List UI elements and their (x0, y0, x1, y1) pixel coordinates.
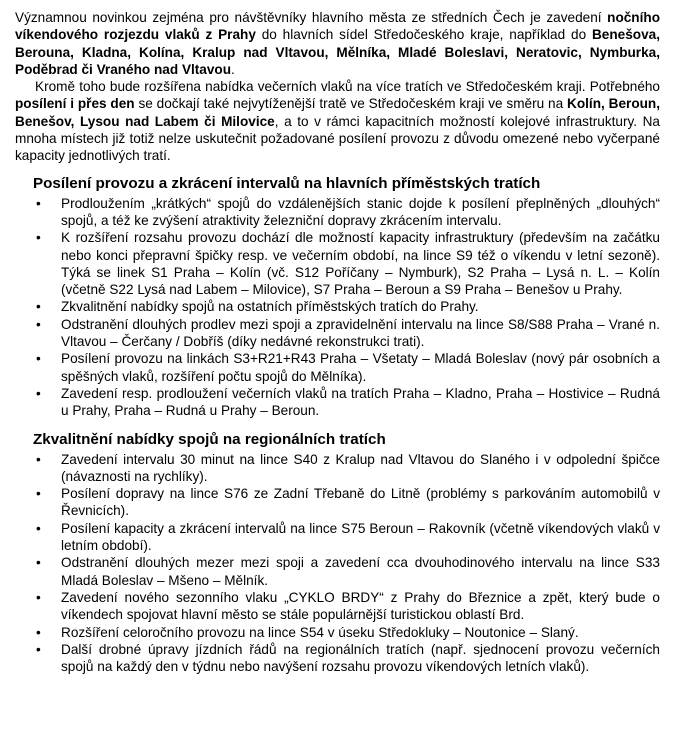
text-run: , a to v rámci kapacitních možností kolejové infrastruktury. Na mnoha místech již totiž nelze uskutečnit požadované posílení provozu z důvodu omezené nebo vyčerpané kapacity jednotlivých tratí. (15, 113, 660, 164)
list-item (15, 298, 660, 315)
list-item-text: Posílení dopravy na lince S76 ze Zadní Třebaně do Litně (problémy s parkováním automobilů v Řevnicích). (61, 486, 660, 519)
list-item-text: K rozšíření rozsahu provozu dochází dle možností kapacity infrastruktury (především na začátku nebo konci přepravní špičky resp. ve večerním období, na lince S9 též o víkendu v letní sezoně). Týká se linek S1 Praha – Kolín (vč. S12 Poříčany – Nymburk), S2 Praha – Lysá n. L. – Kolín (včetně S22 Lysá nad Labem – Milovice), S7 Praha – Beroun a S9 Praha – Benešov u Prahy. (61, 230, 660, 298)
list-item-text: Zavedení intervalu 30 minut na lince S40 z Kralup nad Vltavou do Slaného i v odpolední špičce (návaznosti na rychlíky). (61, 451, 660, 484)
list-item (15, 485, 660, 520)
bullet-icon: • (36, 299, 41, 315)
list-item (15, 624, 660, 641)
list-item (15, 520, 660, 555)
bold-text-run: Kolín, Beroun, Benešov, Lysou nad Labem či Milovice (15, 96, 661, 129)
list-item-text: Odstranění dlouhých prodlev mezi spoji a zpravidelnění intervalu na lince S8/S88 Praha – Vrané n. Vltavou – Čerčany / Dobříš (díky nedávné rekonstrukci trati). (61, 316, 660, 350)
bullet-icon: • (36, 385, 41, 401)
bullet-icon: • (36, 624, 41, 640)
bullet-icon: • (36, 230, 41, 246)
list-item-text: Prodloužením „krátkých“ spojů do vzdálenějších stanic dojde k posílení přeplněných „dlouhých“ spojů, a též ke zvýšení atraktivity železniční dopravy zkrácením intervalu. (61, 195, 660, 228)
list-item (15, 451, 660, 486)
intro-paragraph-2 (15, 78, 660, 164)
bullet-icon: • (36, 589, 41, 605)
list-item (15, 195, 660, 230)
bold-text-run: posílení i přes den (15, 96, 135, 112)
document-body (15, 9, 660, 675)
bullet-icon: • (36, 451, 41, 467)
regional-lines-list (15, 451, 660, 676)
list-item (15, 589, 660, 624)
list-item-text: Posílení kapacity a zkrácení intervalů na lince S75 Beroun – Rakovník (včetně víkendových vlaků v letním období). (61, 520, 660, 554)
bullet-icon: • (36, 520, 41, 536)
section-heading-regional-lines: Zkvalitnění nabídky spojů na regionálních tratích (33, 430, 386, 448)
text-run: Významnou novinkou zejména pro návštěvníky hlavního města ze středních Čech je zavedení (15, 10, 608, 25)
list-item (15, 554, 660, 589)
bullet-icon: • (36, 641, 41, 657)
text-run: . (231, 61, 235, 77)
bullet-icon: • (36, 351, 41, 367)
text-run: Kromě toho bude rozšířena nabídka večerních vlaků na více tratích ve Středočeském kraji. Potřebného (35, 79, 660, 95)
list-item (15, 350, 660, 385)
main-lines-list (15, 195, 660, 420)
list-item-text: Rozšíření celoročního provozu na lince S54 v úseku Středokluky – Noutonice – Slaný. (61, 624, 579, 640)
list-item-text: Zkvalitnění nabídky spojů na ostatních příměstských tratích do Prahy. (61, 299, 479, 315)
bullet-icon: • (36, 486, 41, 502)
bold-text-run: nočního víkendového rozjezdu vlaků z Prahy (15, 10, 660, 43)
list-item (15, 641, 660, 676)
list-item (15, 385, 660, 420)
list-item-text: Posílení provozu na linkách S3+R21+R43 Praha – Všetaty – Mladá Boleslav (nový pár osobních a spěšných vlaků, rozšíření počtu spojů do Mělníka). (61, 351, 660, 384)
list-item (15, 229, 660, 298)
list-item-text: Další drobné úpravy jízdních řádů na regionálních tratích (např. sjednocení provozu večerních spojů na každý den v týdnu nebo navýšení rozsahu provozu víkendových letních vlaků). (61, 641, 660, 675)
list-item-text: Odstranění dlouhých mezer mezi spoji a zavedení cca dvouhodinového intervalu na lince S33 Mladá Boleslav – Mšeno – Mělník. (61, 555, 660, 588)
list-item (15, 316, 660, 351)
intro-paragraph-1 (15, 9, 660, 78)
text-run: se dočkají také nejvytíženější tratě ve Středočeském kraji ve směru na (134, 96, 568, 112)
bullet-icon: • (36, 316, 41, 332)
bold-text-run: Benešova, Berouna, Kladna, Kolína, Kralup nad Vltavou, Mělníka, Mladé Boleslavi, Neratovic, Nymburka, Poděbrad či Vraného nad Vltavou (15, 27, 660, 77)
bullet-icon: • (36, 555, 41, 571)
section-heading-main-lines: Posílení provozu a zkrácení intervalů na hlavních příměstských tratích (33, 174, 541, 192)
text-run: do hlavních sídel Středočeského kraje, například do (255, 27, 592, 43)
list-item-text: Zavedení resp. prodloužení večerních vlaků na tratích Praha – Kladno, Praha – Hostivice – Rudná u Prahy, Praha – Rudná u Prahy – Beroun. (61, 385, 660, 419)
bullet-icon: • (36, 195, 41, 211)
list-item-text: Zavedení nového sezonního vlaku „CYKLO BRDY“ z Prahy do Březnice a zpět, který bude o víkendech spojovat hlavní město se stále populárnější turistickou oblastí Brd. (61, 589, 660, 623)
